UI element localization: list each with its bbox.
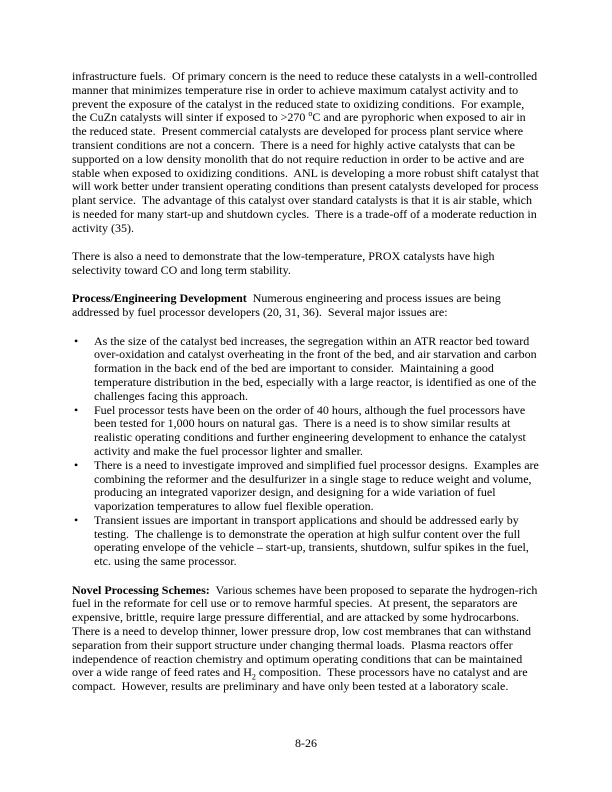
- text-run: C and are pyrophoric when exposed to air in the reduced state. Present commercial catalysts are developed for process plant service where transient conditions are not a concern. There is a need for highly active catalysts that can be supported on a low density monolith that do not require reduction in order to be active and are stable when exposed to oxidizing conditions. ANL is developing a more robust shift catalyst that will work better under transient operating conditions than present catalysts developed for process plant service. The advantage of this catalyst over standard catalysts is that it is air stable, which is needed for many start-up and shutdown cycles. There is a trade-off of a moderate reduction in activity (35).: [72, 110, 542, 235]
- paragraph-process-engineering-development: [72, 292, 541, 320]
- bullet-icon: •: [74, 457, 79, 472]
- page-number: 8-26: [295, 736, 317, 750]
- text-run: composition. These processors have no catalyst and are compact. However, results are preliminary and have only been tested at a laboratory scale.: [72, 665, 531, 694]
- text-run: infrastructure fuels. Of primary concern is the need to reduce these catalysts in a well-controlled manner that minimizes temperature rise in order to achieve maximum catalyst activity and to prevent the exposure of the catalyst in the reduced state to oxidizing conditions. For example, the CuZn catalysts will sinter if exposed to >270: [72, 69, 541, 125]
- page-content: [72, 70, 541, 709]
- bullet-item-transient-issues: [72, 514, 541, 569]
- bullet-item-text: There is a need to investigate improved and simplified fuel processor designs. Examples are combining the reformer and the desulfurizer in a single stage to reduce weight and volume, producing an integrated vaporizer design, and designing for a wide variation of fuel vaporization temperatures to allow fuel flexible operation.: [94, 457, 542, 514]
- bullet-item-text: Fuel processor tests have been on the order of 40 hours, although the fuel processors have been tested for 1,000 hours on natural gas. There is a need is to show similar results at realistic operating conditions and further engineering development to enhance the catalyst activity and make the fuel processor lighter and smaller.: [94, 402, 529, 458]
- bullet-item-text: Transient issues are important in transport applications and should be addressed early by testing. The challenge is to demonstrate the operation at high sulfur content over the full operating envelope of the vehicle – start-up, transients, shutdown, sulfur spikes in the fuel, etc. using the same processor.: [94, 512, 532, 569]
- issues-bullet-list: [72, 335, 541, 570]
- text-run: Numerous engineering and process issues are being addressed by fuel processor developers (20, 31, 36). Several major issues are:: [72, 291, 504, 320]
- process-engineering-development-heading: Process/Engineering Development: [72, 291, 247, 306]
- paragraph-novel-processing-schemes: [72, 584, 541, 694]
- bullet-item-fuel-processor-tests: [72, 404, 541, 459]
- bullet-item-catalyst-bed-size: [72, 335, 541, 404]
- subscript-h2: 2: [251, 672, 256, 682]
- paragraph-catalyst-reduction: [72, 70, 541, 236]
- text-run: Various schemes have been proposed to separate the hydrogen-rich fuel in the reformate for cell use or to remove harmful species. At present, the separators are expensive, brittle, require large pressure differential, and are attacked by some hydrocarbons. There is a need to develop thinner, lower pressure drop, low cost membranes that can withstand separation from their support structure under changing thermal loads. Plasma reactors offer independence of reaction chemistry and optimum operating conditions that can be maintained over a wide range of feed rates and H: [72, 582, 541, 680]
- bullet-icon: •: [74, 402, 79, 417]
- text-run: There is also a need to demonstrate that the low-temperature, PROX catalysts have high selectivity toward CO and long term stability.: [72, 249, 498, 277]
- superscript-degree-o: o: [308, 109, 313, 119]
- bullet-icon: •: [74, 512, 79, 527]
- bullet-item-text: As the size of the catalyst bed increases, the segregation within an ATR reactor bed toward over-oxidation and catalyst overheating in the front of the bed, and air starvation and carbon formation in the back end of the bed are important to consider. Maintaining a good temperature distribution in the bed, especially with a large reactor, is identified as one of the challenges facing this approach.: [94, 333, 540, 403]
- bullet-icon: •: [74, 333, 79, 348]
- novel-processing-schemes-heading: Novel Processing Schemes:: [72, 582, 210, 597]
- paragraph-prox-catalysts: [72, 250, 541, 278]
- bullet-item-simplified-designs: [72, 459, 541, 514]
